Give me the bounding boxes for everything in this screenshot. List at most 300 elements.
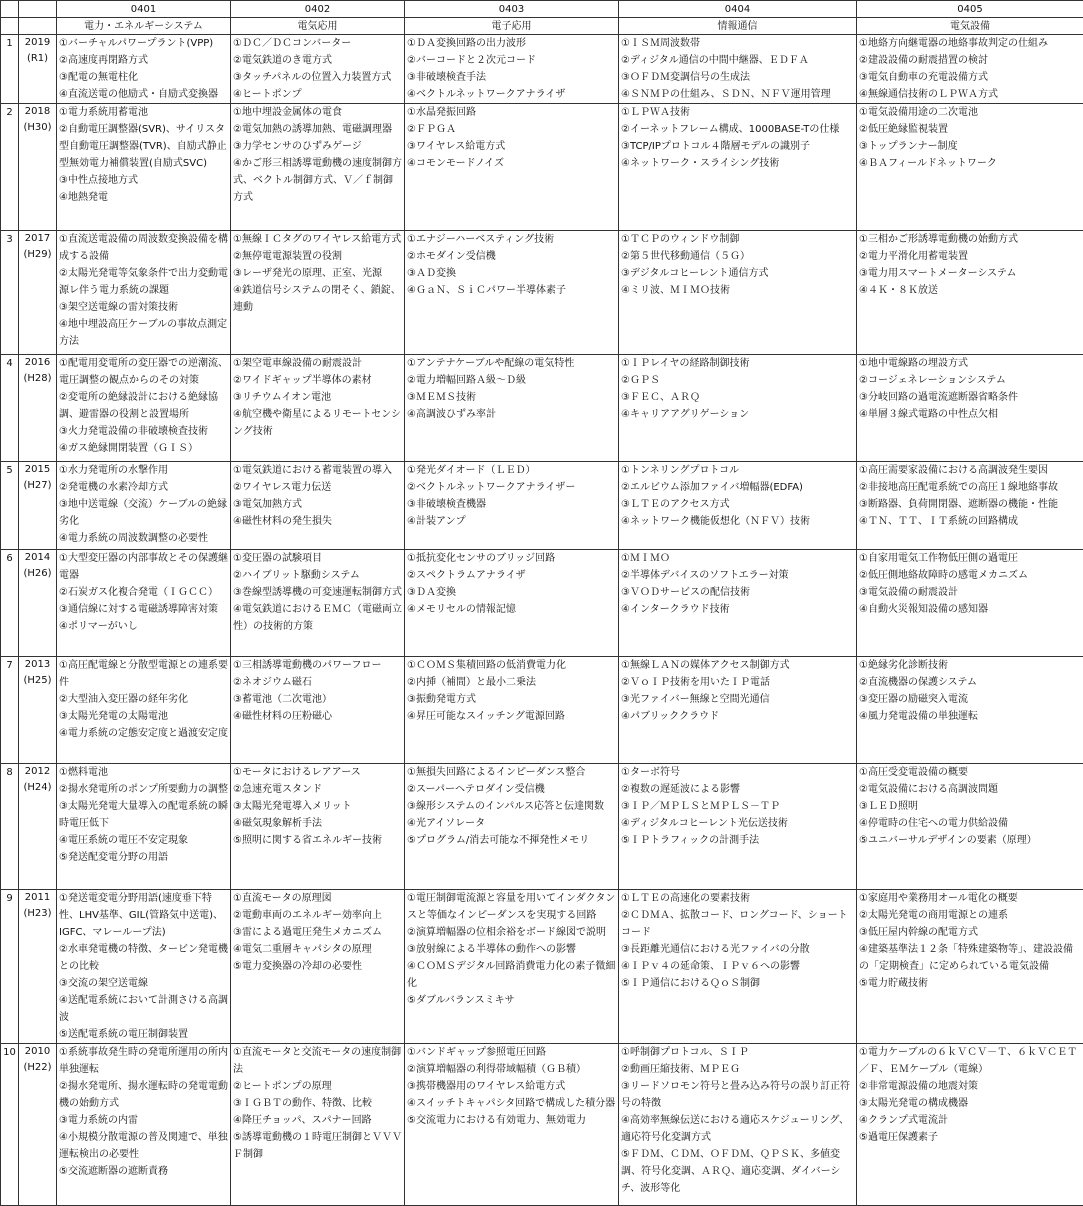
era-label: (H25) <box>21 673 54 689</box>
topic-item: ③断路器、負荷開閉器、遮断器の機能・性能 <box>859 496 1081 513</box>
topic-item: ①燃料電池 <box>59 764 228 781</box>
topic-item: ①三相かご形誘導電動機の始動方式 <box>859 231 1081 248</box>
column-code: 0405 <box>857 1 1083 18</box>
topic-item: ②スーパーヘテロダイン受信機 <box>407 781 616 798</box>
topic-item: ①アンテナケーブルや配線の電気特性 <box>407 355 616 372</box>
topic-cell-0402 <box>231 104 405 231</box>
topic-item: ④スイッチトキャパシタ回路で構成した積分器 <box>407 1095 616 1112</box>
topic-item: ②ワイドギャップ半導体の素材 <box>233 372 402 389</box>
topic-item: ④直流送電の他励式・自励式変換器 <box>59 86 228 103</box>
topic-item: ③ＤＡ変換 <box>407 584 616 601</box>
topic-item: ④ポリマーがいし <box>59 618 228 635</box>
row-year <box>19 1044 57 1206</box>
topic-item: ④ＧａＮ、ＳｉＣパワー半導体素子 <box>407 282 616 299</box>
row-number: 3 <box>1 231 19 355</box>
topic-item: ③蓄電池（二次電池） <box>233 691 402 708</box>
topic-item: ③リチウムイオン電池 <box>233 389 402 406</box>
topic-item: ①電気鉄道における蓄電装置の導入 <box>233 462 402 479</box>
year-label: 2015 <box>21 462 54 478</box>
topic-item: ⑤ユニバーサルデザインの要素（原理） <box>859 832 1081 849</box>
column-code: 0401 <box>57 1 231 18</box>
era-label: (H29) <box>21 247 54 263</box>
topic-item: ③長距離光通信における光ファイバの分散 <box>621 941 854 958</box>
topic-item: ④航空機や衛星によるリモートセンシング技術 <box>233 406 402 440</box>
table-row <box>1 104 1083 231</box>
topic-item: ③光ファイバー無線と空間光通信 <box>621 691 854 708</box>
era-label: (H27) <box>21 478 54 494</box>
topic-item: ③交流の架空送電線 <box>59 975 228 992</box>
topic-item: ④かご形三相誘導電動機の速度制御方式、ベクトル制御方式、Ｖ／ｆ制御方式 <box>233 155 402 206</box>
topic-cell-0405 <box>857 1044 1083 1206</box>
topic-cell-0403 <box>405 550 619 657</box>
topic-item: ①電力ケーブルの６ｋＶＣＶ－Ｔ、６ｋＶＣＥＴ／Ｆ、ＥＭケーブル（電線） <box>859 1044 1081 1078</box>
topic-item: ②ハイブリット駆動システム <box>233 567 402 584</box>
topic-item: ③低圧屋内幹線の配電方式 <box>859 924 1081 941</box>
year-label: 2011 <box>21 890 54 906</box>
topic-item: ②ワイヤレス電力伝送 <box>233 479 402 496</box>
topic-item: ③変圧器の励磁突入電流 <box>859 691 1081 708</box>
topic-item: ①家庭用や業務用オール電化の概要 <box>859 890 1081 907</box>
topic-item: ②バーコードと２次元コード <box>407 52 616 69</box>
topic-item: ①モータにおけるレアアース <box>233 764 402 781</box>
topic-cell-0404 <box>619 104 857 231</box>
topic-item: ③太陽光発電大量導入の配電系統の瞬時電圧低下 <box>59 798 228 832</box>
topic-cell-0402 <box>231 355 405 462</box>
topic-item: ④停電時の住宅への電力供給設備 <box>859 815 1081 832</box>
column-name: 電力・エネルギーシステム <box>57 18 231 35</box>
row-number: 8 <box>1 764 19 890</box>
topic-item: ②電力平滑化用蓄電装置 <box>859 248 1081 265</box>
topic-item: ②エルビウム添加ファイバ増幅器(EDFA) <box>621 479 854 496</box>
topic-item: ③TCP/IPプロトコル４階層モデルの識別子 <box>621 138 854 155</box>
topic-item: ②揚水発電所のポンプ所要動力の調整 <box>59 781 228 798</box>
row-year <box>19 550 57 657</box>
topic-item: ②ベクトルネットワークアナライザー <box>407 479 616 496</box>
topic-item: ③レーザ発光の原理、正室、光源 <box>233 265 402 282</box>
era-label: (H22) <box>21 1060 54 1076</box>
row-number: 4 <box>1 355 19 462</box>
topic-cell-0401 <box>57 1044 231 1206</box>
year-label: 2019 <box>21 35 54 51</box>
topic-item: ①架空電車線設備の耐震設計 <box>233 355 402 372</box>
topic-item: ④無線通信技術のＬＰＷＡ方式 <box>859 86 1081 103</box>
topic-item: ②非常電源設備の地震対策 <box>859 1078 1081 1095</box>
topic-item: ⑤交流電力における有効電力、無効電力 <box>407 1112 616 1129</box>
row-number: 7 <box>1 657 19 764</box>
topic-item: ③デジタルコヒーレント通信方式 <box>621 265 854 282</box>
topic-cell-0401 <box>57 890 231 1044</box>
year-label: 2010 <box>21 1044 54 1060</box>
topic-item: ②ＦＰＧＡ <box>407 121 616 138</box>
topic-item: ②水車発電機の特徴、タービン発電機との比較 <box>59 941 228 975</box>
row-number: 9 <box>1 890 19 1044</box>
topic-item: ①水晶発振回路 <box>407 104 616 121</box>
table-row <box>1 231 1083 355</box>
topic-item: ⑤送配電系統の電圧制御装置 <box>59 1026 228 1043</box>
topic-item: ③力学センサのひずみゲージ <box>233 138 402 155</box>
row-number: 1 <box>1 35 19 104</box>
topic-cell-0401 <box>57 35 231 104</box>
topic-item: ③線形システムのインパルス応答と伝達関数 <box>407 798 616 815</box>
topic-item: ③太陽光発電の太陽電池 <box>59 708 228 725</box>
topic-item: ②高速度再閉路方式 <box>59 52 228 69</box>
topic-item: ①ＬＰＷＡ技術 <box>621 104 854 121</box>
topic-item: ②ＣＤＭＡ、拡散コード、ロングコード、ショートコード <box>621 907 854 941</box>
topic-item: ②大型油入変圧器の経年劣化 <box>59 691 228 708</box>
topic-item: ④インタークラウド技術 <box>621 601 854 618</box>
topic-cell-0402 <box>231 1044 405 1206</box>
topic-item: ②電気設備における高調波問題 <box>859 781 1081 798</box>
topic-item: ④ＢＡフィールドネットワーク <box>859 155 1081 172</box>
topic-item: ④パブリッククラウド <box>621 708 854 725</box>
topic-item: ②変電所の絶縁設計における絶縁協調、避雷器の役割と設置場所 <box>59 389 228 423</box>
topic-item: ①ＬＴＥの高速化の要素技術 <box>621 890 854 907</box>
topic-item: ⑤プログラム/消去可能な不揮発性メモリ <box>407 832 616 849</box>
topic-item: ①地中埋設金属体の電食 <box>233 104 402 121</box>
topic-item: ②建設設備の耐震措置の検討 <box>859 52 1081 69</box>
topic-cell-0403 <box>405 104 619 231</box>
topic-item: ①大型変圧器の内部事故とその保護継電器 <box>59 550 228 584</box>
topic-item: ④キャリアアグリゲーション <box>621 406 854 423</box>
topic-item: ④地中埋設高圧ケーブルの事故点測定方法 <box>59 316 228 350</box>
topic-item: ③配電の無電柱化 <box>59 69 228 86</box>
row-number: 2 <box>1 104 19 231</box>
topic-item: ④電圧系統の電圧不安定現象 <box>59 832 228 849</box>
topic-item: ①ＴＣＰのウィンドウ制御 <box>621 231 854 248</box>
topic-item: ②低圧側地絡故障時の感電メカニズム <box>859 567 1081 584</box>
topic-item: ③ＶＯＤサービスの配信技術 <box>621 584 854 601</box>
topic-item: ⑤ＩＰトラフィックの計測手法 <box>621 832 854 849</box>
topic-item: ⑤ダブルバランスミキサ <box>407 992 616 1009</box>
table-row <box>1 355 1083 462</box>
row-year <box>19 35 57 104</box>
year-label: 2018 <box>21 104 54 120</box>
topic-item: ③ＦＥＣ、ＡＲＱ <box>621 389 854 406</box>
topic-item: ①直流モータと交流モータの速度制御法 <box>233 1044 402 1078</box>
topic-item: ②ディジタル通信の中間中継器、ＥＤＦＡ <box>621 52 854 69</box>
topic-cell-0401 <box>57 550 231 657</box>
row-year <box>19 355 57 462</box>
topic-item: ⑤電力貯蔵技術 <box>859 975 1081 992</box>
topic-cell-0403 <box>405 231 619 355</box>
topic-item: ③非破壊検査手法 <box>407 69 616 86</box>
topic-item: ③ＡＤ変換 <box>407 265 616 282</box>
topic-item: ④４Ｋ・８Ｋ放送 <box>859 282 1081 299</box>
topic-item: ②非接地高圧配電系統での高圧１線地絡事故 <box>859 479 1081 496</box>
topic-item: ①抵抗変化センサのブリッジ回路 <box>407 550 616 567</box>
topic-item: ①高圧需要家設備における高調波発生要因 <box>859 462 1081 479</box>
header-code-row <box>1 1 1083 18</box>
corner-cell <box>19 18 57 35</box>
topic-item: ①発光ダイオード（ＬＥＤ） <box>407 462 616 479</box>
topic-item: ②内挿（補間）と最小二乗法 <box>407 674 616 691</box>
table-row <box>1 764 1083 890</box>
topic-item: ①電圧制御電流源と容量を用いてインダクタンスと等価なインピーダンスを実現する回路 <box>407 890 616 924</box>
topic-item: ①ＤＡ変換回路の出力波形 <box>407 35 616 52</box>
topic-item: ①三相誘導電動機のパワーフロー <box>233 657 402 674</box>
year-label: 2013 <box>21 657 54 673</box>
topic-item: ④建築基準法１２条「特殊建築物等」、建設設備の「定期検査」に定められている電気設備 <box>859 941 1081 975</box>
topic-cell-0405 <box>857 764 1083 890</box>
topic-item: ④ミリ波、ＭＩＭＯ技術 <box>621 282 854 299</box>
table-row <box>1 657 1083 764</box>
row-number: 6 <box>1 550 19 657</box>
topic-item: ④送配電系統において計測さける高調波 <box>59 992 228 1026</box>
topic-item: ④電気二重層キャパシタの原理 <box>233 941 402 958</box>
topic-item: ②ＧＰＳ <box>621 372 854 389</box>
topic-item: ②自動電圧調整器(SVR)、サイリスタ型自動電圧調整器(TVR)、自励式静止型無効電力補償装置(自励式SVC) <box>59 121 228 172</box>
topic-item: ②第５世代移動通信（５Ｇ） <box>621 248 854 265</box>
topic-cell-0401 <box>57 764 231 890</box>
topic-item: ①水力発電所の水撃作用 <box>59 462 228 479</box>
topic-item: ①変圧器の試験項目 <box>233 550 402 567</box>
topic-item: ③架空送電線の雷対策技術 <box>59 299 228 316</box>
topic-item: ④磁性材料の圧粉磁心 <box>233 708 402 725</box>
topic-item: ③分岐回路の過電流遮断器省略条件 <box>859 389 1081 406</box>
topic-item: ④ＣＯＭＳデジタル回路消費電力化の素子微細化 <box>407 958 616 992</box>
topic-cell-0403 <box>405 355 619 462</box>
topic-item: ⑤ＦＤＭ、ＣＤＭ、ＯＦＤＭ、ＱＰＳＫ、多値変調、符号化変調、ＡＲＱ、適応変調、ダイバーシチ、波形等化 <box>621 1146 854 1197</box>
topic-item: ④ＳＮＭＰの仕組み、ＳＤＮ、ＮＦＶ運用管理 <box>621 86 854 103</box>
topic-item: ④鉄道信号システムの閉そく、鎖錠、連動 <box>233 282 402 316</box>
row-year <box>19 890 57 1044</box>
topic-cell-0405 <box>857 657 1083 764</box>
topic-item: ③ＯＦＤＭ変調信号の生成法 <box>621 69 854 86</box>
topic-item: ①トンネリングプロトコル <box>621 462 854 479</box>
topic-item: ②動画圧縮技術、ＭＰＥＧ <box>621 1061 854 1078</box>
row-year <box>19 657 57 764</box>
column-name: 情報通信 <box>619 18 857 35</box>
topic-item: ④降圧チョッパ、スパナー回路 <box>233 1112 402 1129</box>
topic-item: ①系統事故発生時の発電所運用の所内単独運転 <box>59 1044 228 1078</box>
topic-item: ①エナジーハーベスティング技術 <box>407 231 616 248</box>
topic-cell-0403 <box>405 462 619 550</box>
table-body <box>1 1 1083 1206</box>
topic-item: ②ネオジウム磁石 <box>233 674 402 691</box>
topic-item: ②揚水発電所、揚水運転時の発電電動機の始動方式 <box>59 1078 228 1112</box>
topic-item: ①電気設備用途の二次電池 <box>859 104 1081 121</box>
topic-item: ④光アイソレータ <box>407 815 616 832</box>
topic-item: ④メモリセルの情報記憶 <box>407 601 616 618</box>
topic-cell-0403 <box>405 890 619 1044</box>
topic-item: ③雷による過電圧発生メカニズム <box>233 924 402 941</box>
topic-cell-0402 <box>231 35 405 104</box>
topic-cell-0401 <box>57 657 231 764</box>
topic-cell-0401 <box>57 231 231 355</box>
topic-item: ①ＭＩＭＯ <box>621 550 854 567</box>
topic-item: ⑤照明に関する省エネルギー技術 <box>233 832 402 849</box>
topic-item: ④電力系統の定態安定度と過渡安定度 <box>59 725 228 742</box>
topic-cell-0403 <box>405 1044 619 1206</box>
topic-item: ①ＩＰレイヤの経路制御技術 <box>621 355 854 372</box>
topic-item: ①高圧受変電設備の概要 <box>859 764 1081 781</box>
topic-item: ⑤誘導電動機の１時電圧制御とＶＶＶＦ制御 <box>233 1129 402 1163</box>
topic-cell-0404 <box>619 890 857 1044</box>
topic-item: ③ＬＴＥのアクセス方式 <box>621 496 854 513</box>
topic-item: ②急速充電スタンド <box>233 781 402 798</box>
topic-item: ②イーネットフレーム構成、1000BASE-Tの仕様 <box>621 121 854 138</box>
topic-cell-0401 <box>57 462 231 550</box>
topic-item: ④ガス絶縁開閉装置（ＧＩＳ） <box>59 440 228 457</box>
topic-item: ②発電機の水素冷却方式 <box>59 479 228 496</box>
column-name: 電子応用 <box>405 18 619 35</box>
topic-cell-0402 <box>231 550 405 657</box>
corner-cell <box>1 1 19 18</box>
row-number: 5 <box>1 462 19 550</box>
topic-cell-0402 <box>231 890 405 1044</box>
topic-item: ④昇圧可能なスイッチング電源回路 <box>407 708 616 725</box>
topic-item: ④クランプ式電流計 <box>859 1112 1081 1129</box>
topic-item: ①ターボ符号 <box>621 764 854 781</box>
era-label: (R1) <box>21 51 54 67</box>
topic-item: ③ＭＥＭＳ技術 <box>407 389 616 406</box>
topic-item: ②ホモダイン受信機 <box>407 248 616 265</box>
topic-item: ①直流モータの原理図 <box>233 890 402 907</box>
topic-item: ③タッチパネルの位置入力装置方式 <box>233 69 402 86</box>
topic-item: ①電力系統用蓄電池 <box>59 104 228 121</box>
topic-item: ④ベクトルネットワークアナライザ <box>407 86 616 103</box>
year-label: 2016 <box>21 355 54 371</box>
topic-item: ②電力増幅回路Ａ級～Ｄ級 <box>407 372 616 389</box>
topic-cell-0404 <box>619 764 857 890</box>
topic-cell-0402 <box>231 231 405 355</box>
topic-item: ②直流機器の保護システム <box>859 674 1081 691</box>
corner-cell <box>1 18 19 35</box>
topic-cell-0403 <box>405 35 619 104</box>
topic-item: ⑤ＩＰ通信におけるＱｏＳ制御 <box>621 975 854 992</box>
topic-item: ②ヒートポンプの原理 <box>233 1078 402 1095</box>
topic-item: ①ＤＣ／ＤＣコンバーター <box>233 35 402 52</box>
topic-item: ②演算増幅器の位相余裕をボード線図で説明 <box>407 924 616 941</box>
topic-item: ④ネットワーク機能仮想化（ＮＦＶ）技術 <box>621 513 854 530</box>
row-year <box>19 231 57 355</box>
column-name: 電気応用 <box>231 18 405 35</box>
topic-item: ③電気自動車の充電設備方式 <box>859 69 1081 86</box>
topic-item: ③ＩＰ／ＭＰＬＳとＭＰＬＳ－ＴＰ <box>621 798 854 815</box>
topic-item: ①配電用変電所の変圧器での逆潮流、電圧調整の観点からのその対策 <box>59 355 228 389</box>
row-year <box>19 764 57 890</box>
year-label: 2017 <box>21 231 54 247</box>
topic-item: ④高効率無線伝送における適応スケジューリング、適応符号化変調方式 <box>621 1112 854 1146</box>
topic-item: ③地中送電線（交流）ケーブルの絶縁劣化 <box>59 496 228 530</box>
table-row <box>1 1044 1083 1206</box>
topic-item: ①無線ＬＡＮの媒体アクセス制御方式 <box>621 657 854 674</box>
topic-item: ④ＴＮ、ＴＴ、ＩＴ系統の回路構成 <box>859 513 1081 530</box>
topic-item: ④磁性材料の発生損失 <box>233 513 402 530</box>
topic-cell-0404 <box>619 462 857 550</box>
topic-item: ③ＩＧＢＴの動作、特徴、比較 <box>233 1095 402 1112</box>
topic-cell-0402 <box>231 764 405 890</box>
row-year <box>19 462 57 550</box>
topic-item: ②半導体デバイスのソフトエラー対策 <box>621 567 854 584</box>
topic-item: ⑤交流遮断器の遮断責務 <box>59 1163 228 1180</box>
topic-cell-0401 <box>57 104 231 231</box>
topic-cell-0401 <box>57 355 231 462</box>
topic-item: ④高調波ひずみ率計 <box>407 406 616 423</box>
topic-item: ①地中電線路の埋設方式 <box>859 355 1081 372</box>
era-label: (H28) <box>21 371 54 387</box>
topic-item: ⑤発送配変電分野の用語 <box>59 849 228 866</box>
table-row <box>1 35 1083 104</box>
topic-item: ①高圧配電線と分散型電源との連系要件 <box>59 657 228 691</box>
topic-cell-0403 <box>405 657 619 764</box>
topic-item: ①無線ＩＣタグのワイヤレス給電方式 <box>233 231 402 248</box>
topic-cell-0405 <box>857 890 1083 1044</box>
topic-item: ④コモンモードノイズ <box>407 155 616 172</box>
topic-item: ③トップランナー制度 <box>859 138 1081 155</box>
topic-item: ③携帯機器用のワイヤレス給電方式 <box>407 1078 616 1095</box>
header-name-row <box>1 18 1083 35</box>
topic-item: ②石炭ガス化複合発電（ＩＧＣＣ） <box>59 584 228 601</box>
topic-item: ⑤過電圧保護素子 <box>859 1129 1081 1146</box>
topic-item: ④ネットワーク・スライシング技術 <box>621 155 854 172</box>
topic-item: ④ヒートポンプ <box>233 86 402 103</box>
column-name: 電気設備 <box>857 18 1083 35</box>
topic-item: ③放射線による半導体の動作への影響 <box>407 941 616 958</box>
column-code: 0404 <box>619 1 857 18</box>
topic-item: ②ＶｏＩＰ技術を用いたＩＰ電話 <box>621 674 854 691</box>
topic-item: ③ＬＥＤ照明 <box>859 798 1081 815</box>
topic-item: ②無停電電源装置の役割 <box>233 248 402 265</box>
topic-item: ③太陽光発電の構成機器 <box>859 1095 1081 1112</box>
topic-cell-0404 <box>619 355 857 462</box>
year-label: 2014 <box>21 550 54 566</box>
topic-item: ⑤電力変換器の冷却の必要性 <box>233 958 402 975</box>
corner-cell <box>19 1 57 18</box>
era-label: (H24) <box>21 780 54 796</box>
topic-cell-0405 <box>857 462 1083 550</box>
era-label: (H26) <box>21 566 54 582</box>
topic-item: ③中性点接地方式 <box>59 172 228 189</box>
topic-item: ②コージェネレーションシステム <box>859 372 1081 389</box>
topic-item: ③電気加熱方式 <box>233 496 402 513</box>
topic-item: ③巻線型誘導機の可変速運転制御方式 <box>233 584 402 601</box>
topic-cell-0403 <box>405 764 619 890</box>
topic-item: ④小規模分散電源の普及関連で、単独運転検出の必要性 <box>59 1129 228 1163</box>
topic-cell-0402 <box>231 657 405 764</box>
topic-item: ①バンドギャップ参照電圧回路 <box>407 1044 616 1061</box>
topic-item: ①自家用電気工作物低圧側の過電圧 <box>859 550 1081 567</box>
topic-item: ①地絡方向継電器の地絡事故判定の仕組み <box>859 35 1081 52</box>
topic-item: ①無損失回路によるインピーダンス整合 <box>407 764 616 781</box>
topic-cell-0404 <box>619 35 857 104</box>
row-number: 10 <box>1 1044 19 1206</box>
topic-item: ①呼制御プロトコル、ＳＩＰ <box>621 1044 854 1061</box>
topic-item: ②低圧絶縁監視装置 <box>859 121 1081 138</box>
topic-item: ②演算増幅器の利得帯域幅積（ＧＢ積） <box>407 1061 616 1078</box>
topic-item: ②電動車両のエネルギー効率向上 <box>233 907 402 924</box>
topic-item: ④磁気現象解析手法 <box>233 815 402 832</box>
topic-cell-0404 <box>619 1044 857 1206</box>
table-row <box>1 890 1083 1044</box>
table-row <box>1 462 1083 550</box>
topic-item: ①ＩＳＭ周波数帯 <box>621 35 854 52</box>
topic-item: ①直流送電設備の周波数変換設備を構成する設備 <box>59 231 228 265</box>
topic-item: ③非破壊検査機器 <box>407 496 616 513</box>
topic-item: ③電力用スマートメーターシステム <box>859 265 1081 282</box>
topic-cell-0405 <box>857 355 1083 462</box>
topic-item: ①ＣＯＭＳ集積回路の低消費電力化 <box>407 657 616 674</box>
topic-item: ②太陽光発電等気象条件で出力変動電源レ伴う電力系統の課題 <box>59 265 228 299</box>
column-code: 0402 <box>231 1 405 18</box>
topic-item: ②複数の遅延波による影響 <box>621 781 854 798</box>
year-label: 2012 <box>21 764 54 780</box>
topic-item: ③リードソロモン符号と畳み込み符号の誤り訂正符号の特徴 <box>621 1078 854 1112</box>
topic-item: ④地熱発電 <box>59 189 228 206</box>
topic-item: ③通信線に対する電磁誘導障害対策 <box>59 601 228 618</box>
topic-item: ④風力発電設備の単独運転 <box>859 708 1081 725</box>
topic-item: ③電力系統の内雷 <box>59 1112 228 1129</box>
